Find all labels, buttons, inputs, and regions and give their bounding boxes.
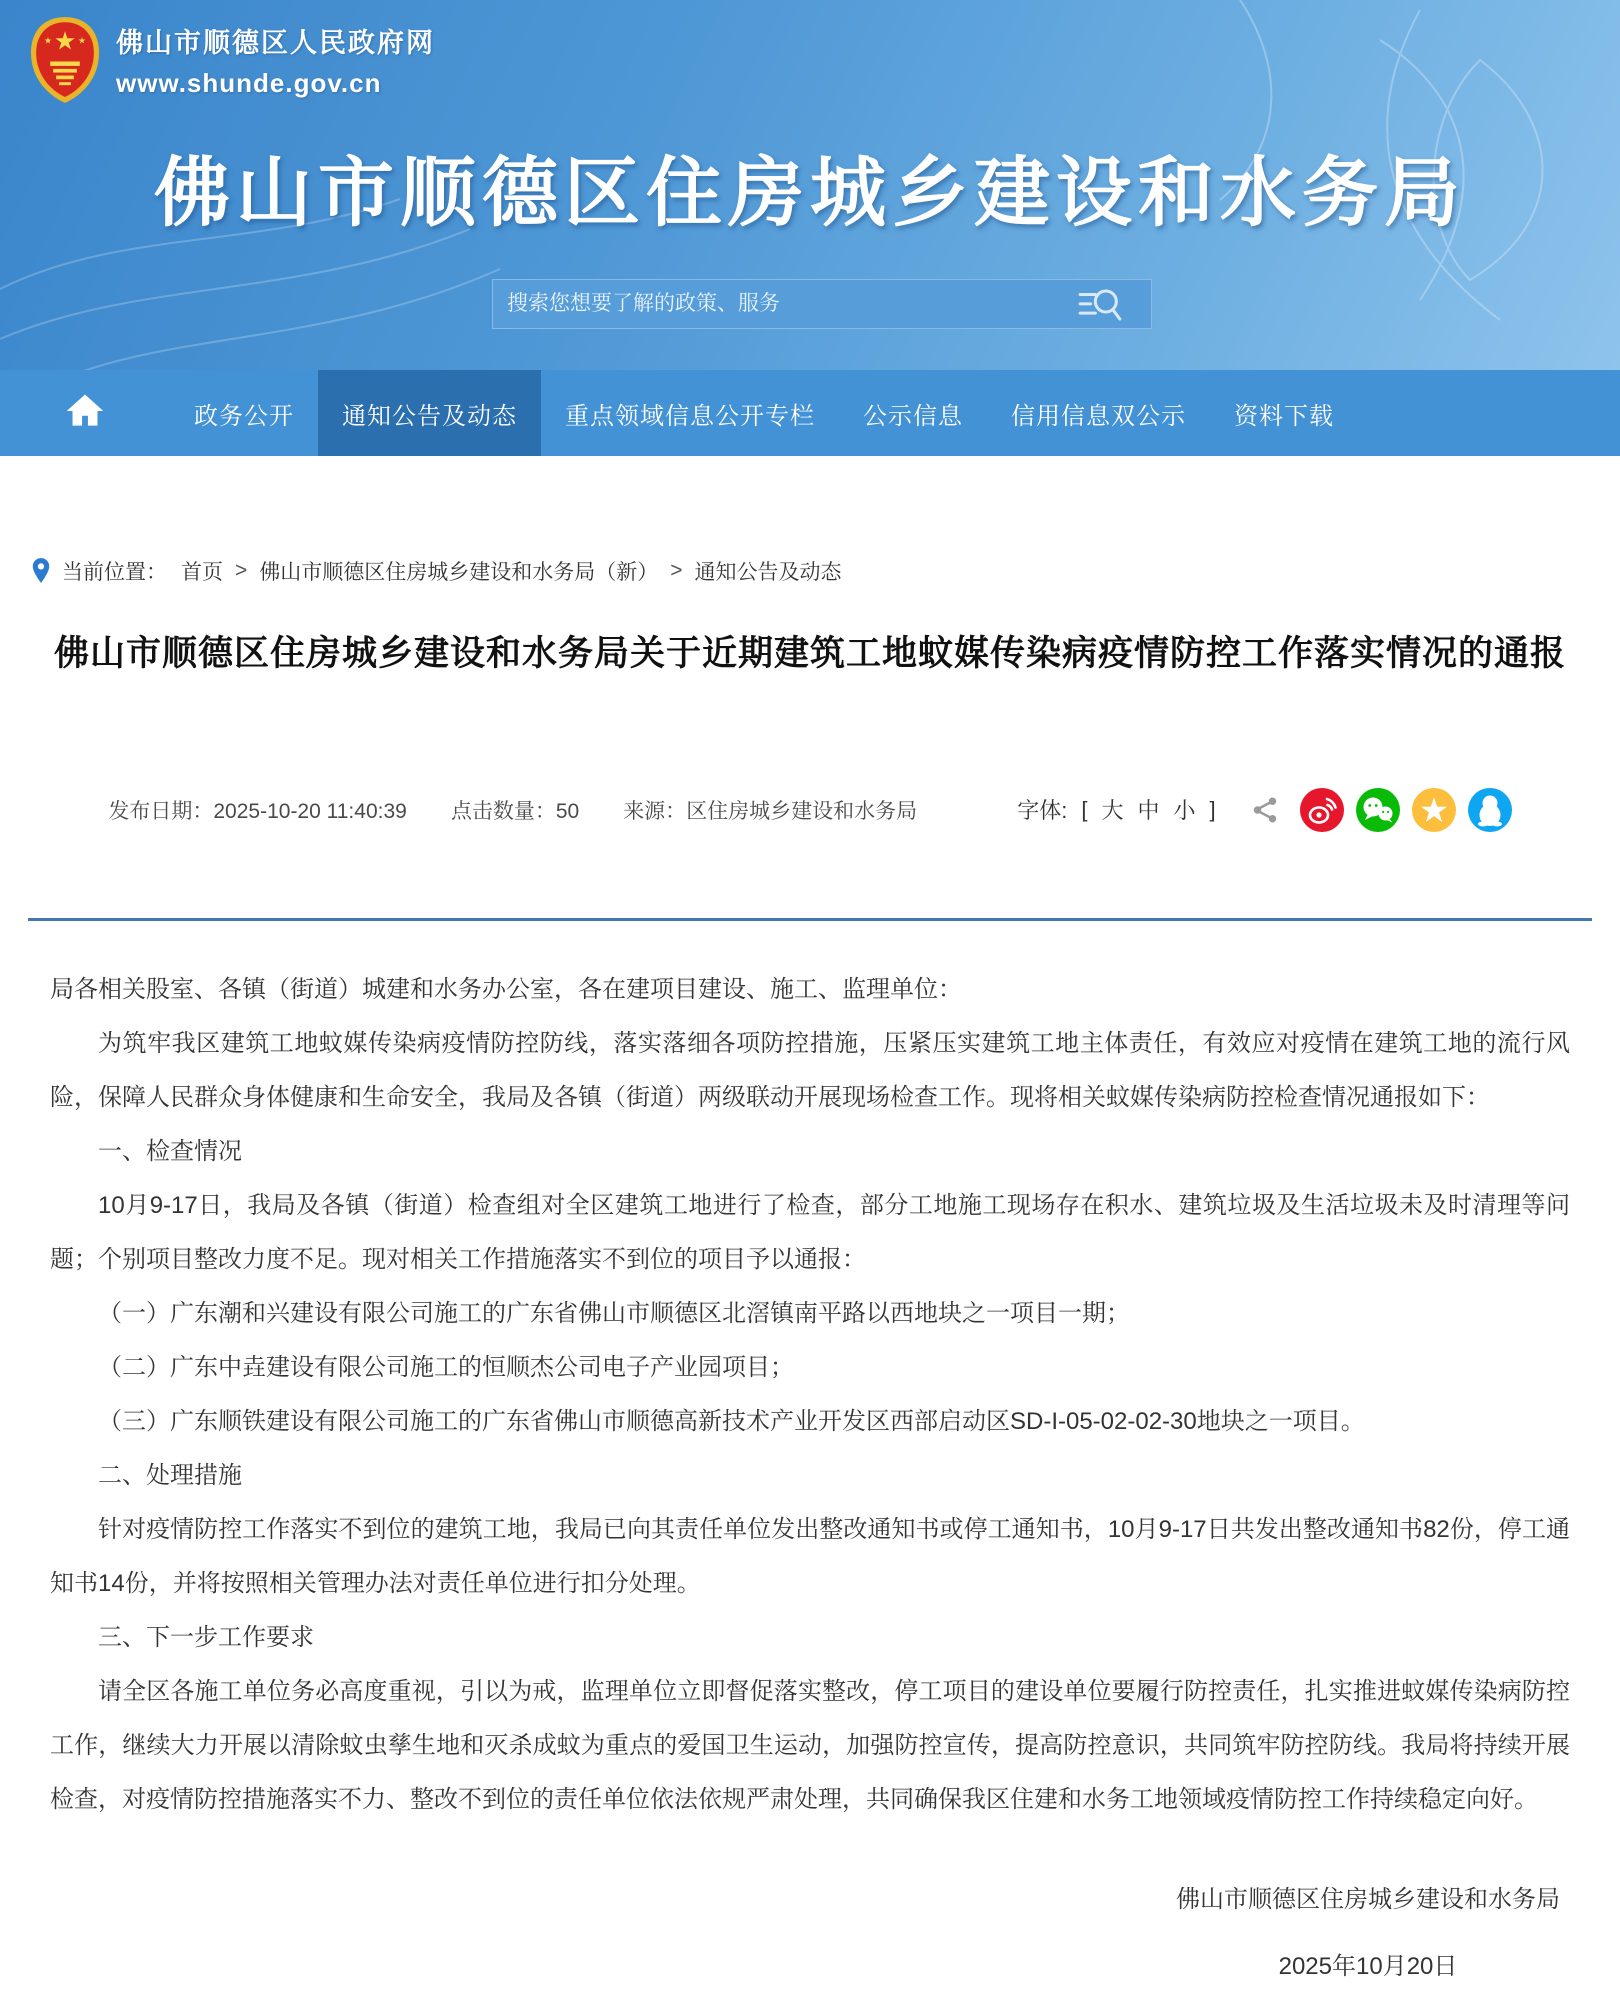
nav-item-label: 资料下载 [1234, 402, 1334, 430]
national-emblem-icon [28, 14, 102, 106]
nav-item-label: 公示信息 [863, 402, 963, 430]
weibo-share-icon[interactable] [1300, 788, 1344, 832]
article-list-item: （二）广东中垚建设有限公司施工的恒顺杰公司电子产业园项目； [98, 1353, 794, 1381]
article-list-item: （三）广东顺铁建设有限公司施工的广东省佛山市顺德高新技术产业开发区西部启动区SD-I-05-02-02-30地块之一项目。 [98, 1407, 1365, 1435]
nav-item-government-affairs[interactable] [170, 370, 318, 456]
site-url-link[interactable]: www.shunde.gov.cn [116, 68, 382, 98]
social-share-buttons [1300, 788, 1512, 832]
font-size-bracket: [ [1081, 796, 1088, 822]
breadcrumb-separator: > [670, 559, 683, 582]
search-row [0, 279, 1620, 329]
main-nav [0, 370, 1620, 456]
svg-text:★: ★ [43, 35, 52, 46]
signature-date: 2025年10月20日 [1278, 1952, 1458, 1980]
breadcrumb-home-link[interactable]: 首页 [181, 561, 223, 584]
logo-row [0, 0, 1620, 106]
share-icon[interactable] [1250, 795, 1280, 825]
article-section-heading: 一、检查情况 [98, 1137, 242, 1165]
location-pin-icon [30, 557, 52, 585]
article-meta [108, 795, 917, 825]
article-paragraph: 请全区各施工单位务必高度重视，引以为戒，监理单位立即督促落实整改，停工项目的建设单位要履行防控责任，扎实推进蚊媒传染病防控工作，继续大力开展以清除蚊虫孳生地和灭杀成蚊为重点的爱国卫生运动，加强防控宣传，提高防控意识，共同筑牢防控防线。我局将持续开展检查，对疫情防控措施落实不力、整改不到位的责任单位依法依规严肃处理，共同确保我区住建和水务工地领域疫情防控工作持续稳定向好。 [50, 1677, 1570, 1813]
search-icon [1074, 314, 1126, 329]
svg-text:★: ★ [78, 35, 87, 46]
home-icon [63, 389, 107, 438]
qq-share-icon[interactable] [1468, 788, 1512, 832]
article-section-heading: 二、处理措施 [98, 1461, 242, 1489]
article-paragraph: 为筑牢我区建筑工地蚊媒传染病疫情防控防线，落实落细各项防控措施，压紧压实建筑工地主体责任，有效应对疫情在建筑工地的流行风险，保障人民群众身体健康和生命安全，我局及各镇（街道）两级联动开展现场检查工作。现将相关蚊媒传染病防控检查情况通报如下： [50, 1029, 1570, 1111]
signature-org: 佛山市顺德区住房城乡建设和水务局 [1176, 1885, 1560, 1913]
font-size-label: 字体: [1017, 798, 1068, 824]
article-paragraph: 针对疫情防控工作落实不到位的建筑工地，我局已向其责任单位发出整改通知书或停工通知书，10月9-17日共发出整改通知书82份，停工通知书14份，并将按照相关管理办法对责任单位进行扣分处理。 [50, 1515, 1570, 1597]
nav-home-button[interactable] [0, 370, 170, 456]
article-title: 佛山市顺德区住房城乡建设和水务局关于近期建筑工地蚊媒传染病疫情防控工作落实情况的通报 [53, 634, 1566, 673]
font-size-bracket: ] [1209, 796, 1216, 822]
article-section-heading: 三、下一步工作要求 [98, 1623, 314, 1651]
nav-item-label: 信用信息双公示 [1011, 402, 1186, 430]
font-size-medium-button[interactable]: 中 [1137, 794, 1159, 825]
source: 来源：区住房城乡建设和水务局 [623, 799, 918, 823]
svg-text:★: ★ [53, 27, 77, 56]
breadcrumb-section-link[interactable]: 通知公告及动态 [694, 561, 842, 584]
breadcrumb-label: 当前位置： [62, 561, 167, 584]
wechat-share-icon[interactable] [1356, 788, 1400, 832]
article-list-item: （一）广东潮和兴建设有限公司施工的广东省佛山市顺德区北滘镇南平路以西地块之一项目一期； [98, 1299, 1130, 1327]
site-name: 佛山市顺德区人民政府网 [116, 28, 435, 58]
svg-text:★: ★ [1419, 794, 1448, 826]
article-paragraph: 10月9-17日，我局及各镇（街道）检查组对全区建筑工地进行了检查，部分工地施工现场存在积水、建筑垃圾及生活垃圾未及时清理等问题；个别项目整改力度不足。现对相关工作措施落实不到位的项目予以通报： [50, 1191, 1570, 1273]
publish-date: 发布日期：2025-10-20 11:40:39 [108, 799, 407, 823]
breadcrumb-bureau-link[interactable]: 佛山市顺德区住房城乡建设和水务局（新） [259, 561, 659, 584]
search-button[interactable] [1071, 284, 1129, 324]
nav-item-label: 重点领域信息公开专栏 [565, 402, 815, 430]
breadcrumb-separator: > [235, 559, 248, 582]
site-header [0, 0, 1620, 370]
nav-item-label: 政务公开 [194, 402, 294, 430]
click-count: 点击数量：50 [450, 799, 580, 823]
content-area [0, 556, 1620, 2005]
nav-item-public-info[interactable] [839, 370, 987, 456]
site-identity [116, 21, 435, 99]
font-size-controls [1017, 794, 1215, 825]
font-size-large-button[interactable]: 大 [1101, 794, 1123, 825]
search-input[interactable] [507, 292, 1071, 316]
article-body [0, 921, 1620, 1827]
nav-item-downloads[interactable] [1210, 370, 1358, 456]
nav-item-key-info-column[interactable] [541, 370, 839, 456]
font-size-small-button[interactable]: 小 [1173, 794, 1195, 825]
nav-item-credit-info[interactable] [987, 370, 1210, 456]
article-paragraph: 局各相关股室、各镇（街道）城建和水务办公室，各在建项目建设、施工、监理单位： [50, 975, 962, 1003]
nav-item-label: 通知公告及动态 [342, 402, 517, 430]
qzone-share-icon[interactable] [1412, 788, 1456, 832]
nav-item-notices-active[interactable] [318, 370, 541, 456]
banner-title: 佛山市顺德区住房城乡建设和水务局 [154, 151, 1466, 236]
article-meta-row [0, 788, 1620, 832]
signature-block [0, 1879, 1620, 2005]
breadcrumb [30, 556, 1620, 586]
search-box [492, 279, 1152, 329]
article-tools [1017, 788, 1511, 832]
